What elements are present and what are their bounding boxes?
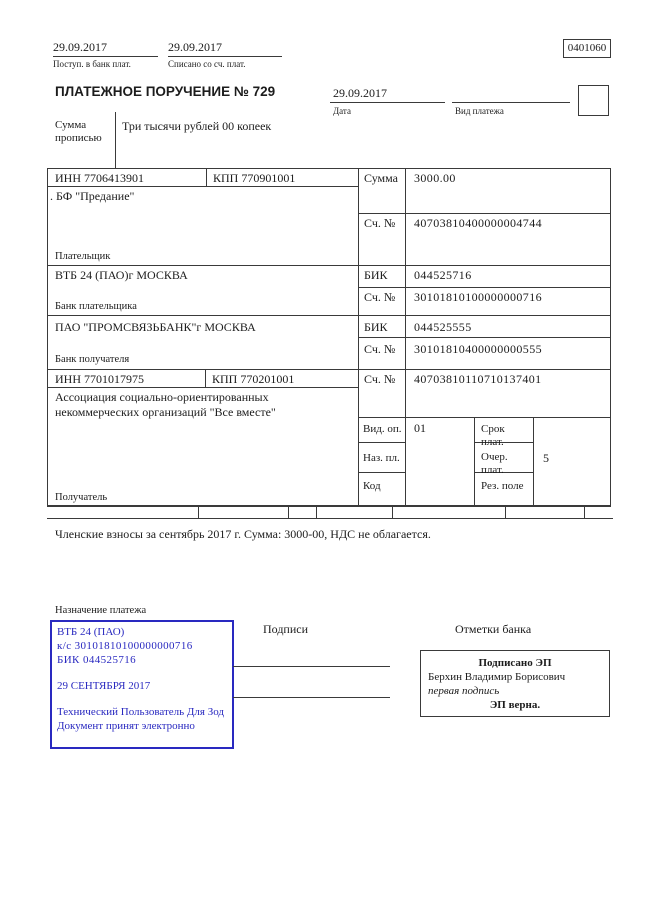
- amount-label: Сумма: [364, 171, 398, 185]
- payer-bank-account: 30101810100000000716: [414, 290, 542, 304]
- payee-name: Ассоциация социально-ориентированных некоммерческих организаций "Все вместе": [55, 390, 276, 419]
- payer-kpp: КПП 770901001: [213, 171, 296, 185]
- debited-date-label: Списано со сч. плат.: [168, 59, 246, 69]
- stamp-corr-account: к/с 30101810100000000716: [57, 640, 193, 652]
- payer-inn: ИНН 7706413901: [55, 171, 144, 185]
- purpose-kind-label: Наз. пл.: [363, 452, 400, 464]
- table-line: [358, 417, 611, 418]
- purpose-label: Назначение платежа: [55, 605, 147, 616]
- table-line: [47, 315, 611, 316]
- purpose-text: Членские взносы за сентябрь 2017 г. Сумма: 3000-00, НДС не облагается.: [55, 527, 431, 541]
- payee-bank-bik-label: БИК: [364, 320, 388, 334]
- payee-bank-account: 30101810400000000555: [414, 342, 542, 356]
- payee-bank-bik: 044525555: [414, 320, 472, 334]
- payee-bank-name: ПАО "ПРОМСВЯЗЬБАНК"г МОСКВА: [55, 320, 256, 334]
- payer-bank-account-label: Сч. №: [364, 290, 396, 304]
- payer-bank-section-label: Банк плательщика: [55, 301, 137, 312]
- op-type-label: Вид. оп.: [363, 423, 402, 435]
- signature-line: [233, 666, 390, 667]
- payer-section-label: Плательщик: [55, 251, 111, 262]
- table-line: [474, 417, 475, 505]
- table-line: [533, 417, 534, 505]
- table-line: [358, 213, 611, 214]
- doc-date-field: [330, 84, 445, 103]
- band-tick: [505, 507, 506, 518]
- bank-marks-box: [420, 650, 610, 717]
- stamp-bik: БИК 044525716: [57, 654, 137, 666]
- received-date: 29.09.2017: [53, 40, 107, 54]
- priority-label: Очер. плат.: [481, 451, 508, 476]
- received-date-label: Поступ. в банк плат.: [53, 59, 131, 69]
- stamp-user: Технический Пользователь Для Зод: [57, 706, 225, 718]
- signed-title: Подписано ЭП: [478, 657, 552, 669]
- debited-date: 29.09.2017: [168, 40, 222, 54]
- stamp-spacer: [57, 667, 227, 679]
- table-line: [47, 186, 358, 187]
- bank-marks-label: Отметки банка: [455, 622, 532, 636]
- payee-inn: ИНН 7701017975: [55, 372, 144, 386]
- stamp-bank-name: ВТБ 24 (ПАО): [57, 626, 125, 638]
- amount-words-value: Три тысячи рублей 00 копеек: [122, 119, 272, 133]
- table-line: [47, 168, 48, 505]
- payee-bank-account-label: Сч. №: [364, 342, 396, 356]
- signer-name: Берхин Владимир Борисович: [428, 671, 566, 683]
- received-date-field: [53, 38, 158, 57]
- op-type-value: 01: [414, 421, 426, 435]
- band-tick: [584, 507, 585, 518]
- doc-date-label: Дата: [333, 106, 351, 116]
- table-line: [358, 168, 359, 505]
- document-title: ПЛАТЕЖНОЕ ПОРУЧЕНИЕ № 729: [55, 84, 276, 99]
- amount-words-label: Сумма прописью: [55, 119, 102, 144]
- table-line: [205, 369, 206, 387]
- payment-type-box: [578, 85, 609, 116]
- payee-account: 40703810110710137401: [414, 372, 542, 386]
- payer-bank-bik: 044525716: [414, 268, 472, 282]
- table-line: [47, 369, 611, 370]
- table-line: [358, 337, 611, 338]
- band-tick: [316, 507, 317, 518]
- code-label: Код: [363, 480, 381, 492]
- band-tick: [198, 507, 199, 518]
- band-tick: [288, 507, 289, 518]
- signatures-label: Подписи: [263, 622, 309, 636]
- table-line: [405, 168, 406, 505]
- priority-value: 5: [543, 451, 549, 465]
- payee-section-label: Получатель: [55, 492, 108, 503]
- payee-bank-section-label: Банк получателя: [55, 354, 130, 365]
- doc-date: 29.09.2017: [333, 86, 387, 100]
- payer-name: . БФ "Предание": [50, 189, 135, 203]
- reserve-field-label: Рез. поле: [481, 480, 524, 492]
- table-line: [47, 387, 358, 388]
- payer-account-label: Сч. №: [364, 216, 396, 230]
- debited-date-field: [168, 38, 282, 57]
- due-date-label: Срок плат.: [481, 423, 505, 448]
- amount-words-divider: [115, 112, 116, 168]
- stamp-status: Документ принят электронно: [57, 720, 195, 732]
- band-bottom-line: [47, 518, 613, 519]
- bank-stamp: [50, 620, 234, 749]
- table-line: [47, 168, 611, 169]
- stamp-spacer: [57, 693, 227, 705]
- amount-value: 3000.00: [414, 171, 456, 185]
- table-bottom-line: [47, 505, 611, 507]
- requisites-table: [47, 168, 613, 520]
- payer-account: 40703810400000004744: [414, 216, 542, 230]
- payee-account-label: Сч. №: [364, 372, 396, 386]
- signature-line: [233, 697, 390, 698]
- verified-text: ЭП верна.: [489, 699, 541, 711]
- stamp-date: 29 СЕНТЯБРЯ 2017: [57, 680, 151, 692]
- payment-type-label: Вид платежа: [455, 106, 504, 116]
- payment-type-line: [452, 102, 570, 103]
- signature-type: первая подпись: [428, 685, 500, 697]
- table-line: [358, 472, 405, 473]
- payee-kpp: КПП 770201001: [212, 372, 295, 386]
- table-line: [358, 287, 611, 288]
- table-line: [610, 168, 611, 505]
- table-line: [358, 442, 405, 443]
- band-tick: [392, 507, 393, 518]
- payer-bank-name: ВТБ 24 (ПАО)г МОСКВА: [55, 268, 188, 282]
- payer-bank-bik-label: БИК: [364, 268, 388, 282]
- table-line: [47, 265, 611, 266]
- form-code: 0401060: [563, 39, 611, 58]
- table-line: [206, 168, 207, 186]
